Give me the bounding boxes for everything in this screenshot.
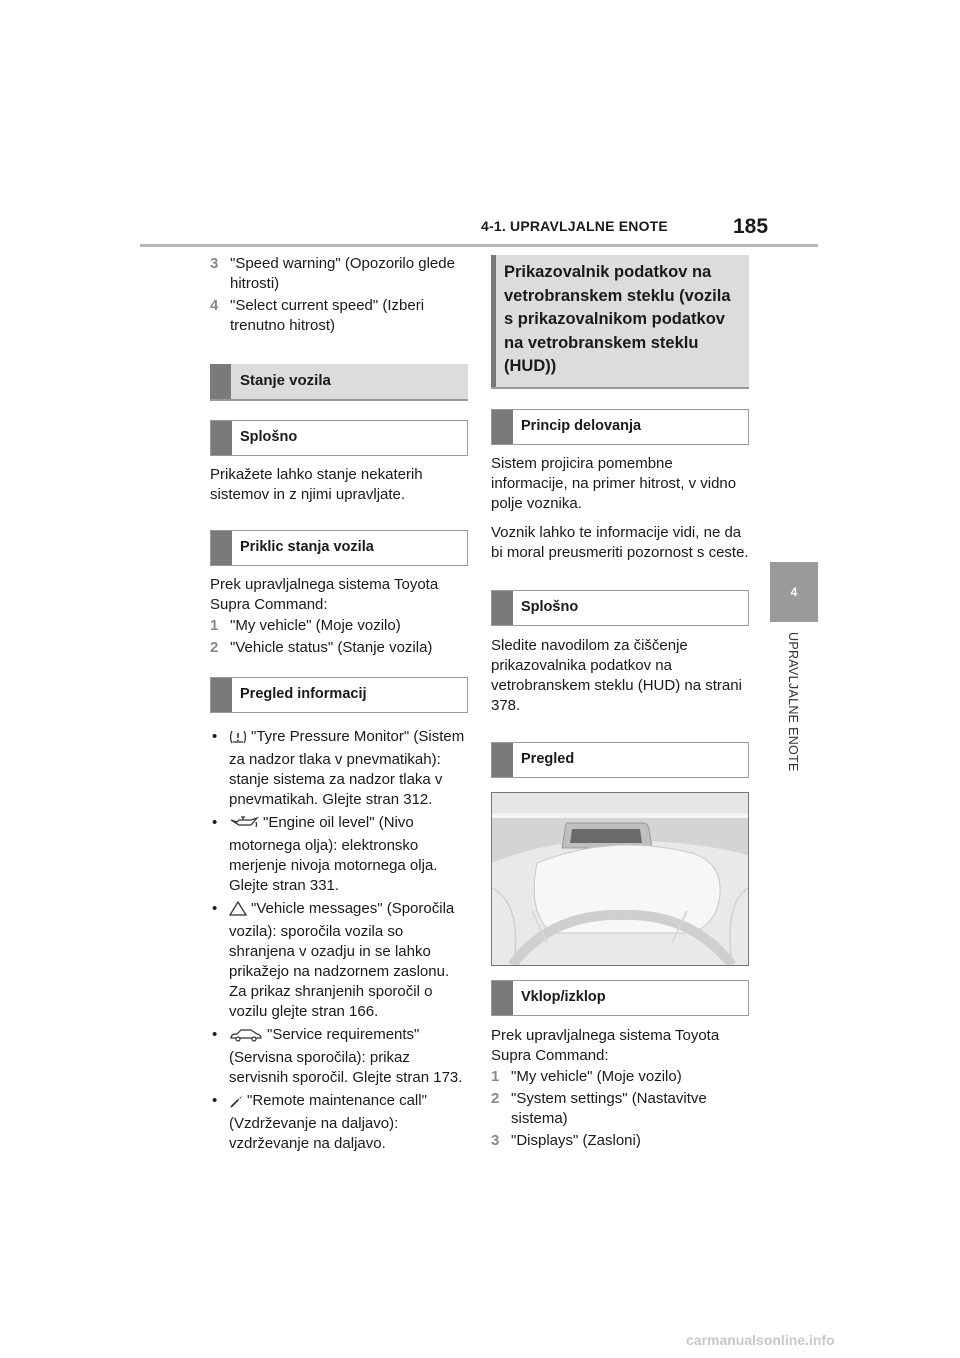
subsection-heading: Splošno [210, 420, 468, 456]
hud-illustration [491, 792, 749, 966]
subsection-heading: Priklic stanja vozila [210, 530, 468, 566]
step-item: 2 "Vehicle status" (Stanje vozila) [210, 639, 433, 656]
subsection-heading: Pregled [491, 742, 749, 778]
paragraph: Prikažete lahko stanje nekaterih sistemov in z njimi upravljate. [210, 466, 423, 503]
list-item: • "Service requirements" (Servisna sporočila): prikaz servisnih sporočil. Glejte stran 173. [212, 1026, 463, 1086]
chapter-tab-number: 4 [790, 585, 798, 599]
tyre-pressure-icon [229, 730, 247, 750]
paragraph: Sledite navodilom za čiščenje prikazovalnika podatkov na vetrobranskem steklu (HUD) na strani 378. [491, 636, 742, 714]
step-item: 2 "System settings" (Nastavitve sistema) [491, 1089, 707, 1127]
subsection-heading: Splošno [491, 590, 749, 626]
section-heading: Prikazovalnik podatkov na vetrobranskem steklu (vozila s prikazovalnikom podatkov na vetrobranskem steklu (HUD)) [491, 255, 749, 389]
chapter-tab [770, 562, 818, 622]
step-item: 1 "My vehicle" (Moje vozilo) [491, 1067, 682, 1085]
warning-triangle-icon [229, 901, 247, 922]
chapter-tab-label: UPRAVLJALNE ENOTE [786, 632, 800, 772]
paragraph: Prek upravljalnega sistema Toyota Supra Command: [210, 576, 439, 613]
subsection-heading: Vklop/izklop [491, 980, 749, 1016]
list-item: • "Vehicle messages" (Sporočila vozila): sporočila vozila so shranjena v ozadju in se lahko prikažejo na nadzornem zaslonu. Za prikaz shranjenih sporočil o vozilu glejte stran 166. [212, 900, 455, 1020]
step-item: 3 "Displays" (Zasloni) [491, 1131, 641, 1149]
list-item: • "Tyre Pressure Monitor" (Sistem za nadzor tlaka v pnevmatikah): stanje sistema za nadzor tlaka v pnevmatikah. Glejte stran 312. [212, 728, 465, 808]
paragraph: Prek upravljalnega sistema Toyota Supra Command: [491, 1026, 720, 1064]
section-title: 4-1. UPRAVLJALNE ENOTE [481, 218, 668, 234]
step-item: 3 "Speed warning" (Opozorilo glede hitrosti) [210, 255, 455, 292]
subsection-heading: Princip delovanja [491, 409, 749, 445]
list-item: • "Remote maintenance call" (Vzdrževanje na daljavo): vzdrževanje na daljavo. [212, 1092, 427, 1152]
list-item: • "Engine oil level" (Nivo motornega olja): elektronsko merjenje nivoja motornega olja. Glejte stran 331. [212, 814, 438, 894]
right-column [491, 255, 749, 1153]
subsection-heading: Pregled informacij [210, 677, 468, 713]
car-service-icon [229, 1028, 263, 1048]
page-number: 185 [733, 215, 769, 238]
section-heading: Stanje vozila [210, 364, 468, 401]
header-divider [140, 244, 818, 247]
paragraph: Sistem projicira pomembne informacije, na primer hitrost, v vidno polje voznika. [491, 454, 737, 512]
step-item: 1 "My vehicle" (Moje vozilo) [210, 617, 401, 634]
dashboard-drawing [492, 793, 748, 965]
wrench-icon [229, 1094, 243, 1114]
left-column [210, 254, 468, 1157]
paragraph: Voznik lahko te informacije vidi, ne da bi moral preusmeriti pozornost s ceste. [491, 523, 749, 561]
step-item: 4 "Select current speed" (Izberi trenutno hitrost) [210, 297, 425, 334]
oil-can-icon [229, 816, 259, 836]
watermark: carmanualsonline.info [686, 1332, 835, 1348]
